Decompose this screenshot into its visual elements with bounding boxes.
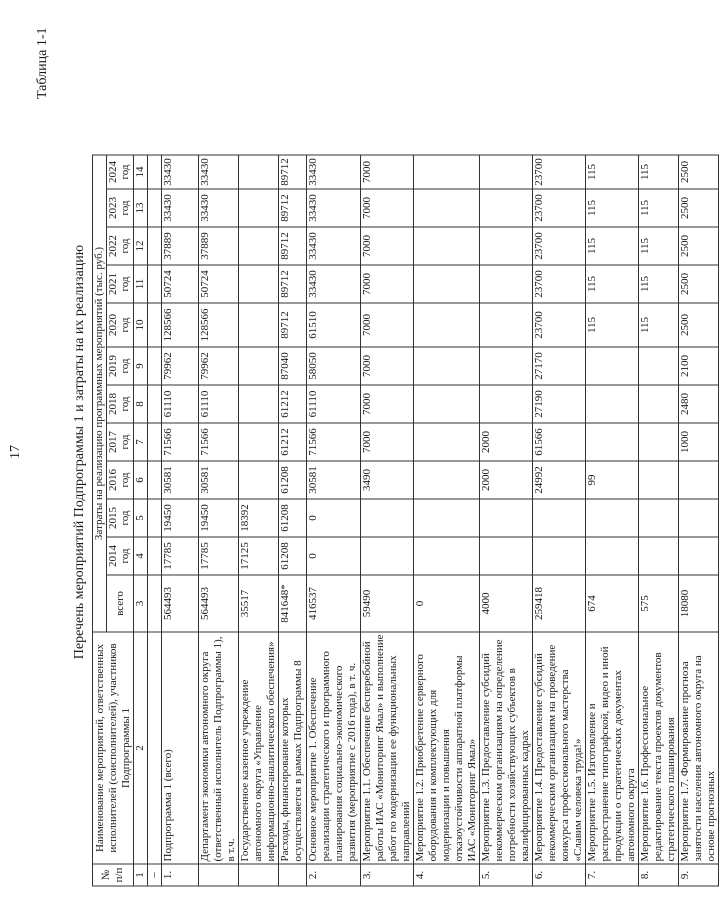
row-value: [148, 189, 162, 227]
row-value: [148, 265, 162, 303]
row-value: [639, 347, 679, 385]
table-row: [199, 155, 239, 886]
row-value: 416537: [307, 575, 361, 632]
row-value: [148, 461, 162, 499]
row-value: [148, 303, 162, 347]
row-value: 24992: [533, 461, 586, 499]
row-name: Подпрограмма 1 (всего): [162, 632, 199, 864]
row-value: [239, 227, 279, 265]
column-number: 10: [134, 303, 148, 347]
row-value: [639, 537, 679, 575]
row-value: 61212: [279, 423, 307, 461]
row-value: 33430: [162, 189, 199, 227]
row-value: [239, 303, 279, 347]
row-number: 6.: [533, 864, 586, 886]
column-number: 3: [134, 575, 148, 632]
row-value: 61510: [307, 303, 361, 347]
row-value: 23700: [533, 227, 586, 265]
row-number: [239, 864, 279, 886]
row-value: [148, 385, 162, 423]
row-value: 61566: [533, 423, 586, 461]
row-value: 27190: [533, 385, 586, 423]
row-value: 33430: [199, 189, 239, 227]
row-value: [414, 423, 480, 461]
row-value: [361, 499, 414, 537]
row-value: 2500: [679, 227, 719, 265]
row-value: [414, 303, 480, 347]
row-value: 7000: [361, 155, 414, 189]
column-number: 2: [134, 632, 148, 864]
row-value: 128566: [199, 303, 239, 347]
row-value: 115: [639, 189, 679, 227]
row-value: [639, 423, 679, 461]
row-value: 59490: [361, 575, 414, 632]
row-value: 115: [586, 265, 639, 303]
row-value: [639, 499, 679, 537]
row-value: 71566: [162, 423, 199, 461]
row-value: 7000: [361, 227, 414, 265]
row-value: 564493: [162, 575, 199, 632]
header-row: [93, 155, 107, 886]
header-year: 2017 год: [107, 423, 134, 461]
row-value: [239, 461, 279, 499]
row-value: 33430: [307, 155, 361, 189]
header-year: 2024 год: [107, 155, 134, 189]
row-value: 19450: [199, 499, 239, 537]
row-value: 19450: [162, 499, 199, 537]
row-name: Мероприятие 1.4. Предоставление субсидий некоммерческим организациям на проведение конкурса профессионального мастерства «Славим человека труда!»: [533, 632, 586, 864]
header-year: 2023 год: [107, 189, 134, 227]
row-name: Мероприятие 1.2. Приобретение серверного оборудования и комплектующих для модернизации и повышения отказоустойчивости аппаратной платформы ИАС «Мониторинг Ямал»: [414, 632, 480, 864]
table-row: [148, 155, 162, 886]
row-value: 58050: [307, 347, 361, 385]
row-value: [586, 385, 639, 423]
row-value: [480, 303, 533, 347]
row-value: 79962: [199, 347, 239, 385]
row-value: [586, 499, 639, 537]
row-value: 61110: [162, 385, 199, 423]
row-value: [414, 537, 480, 575]
row-value: 33430: [199, 155, 239, 189]
row-value: [414, 227, 480, 265]
row-name: Мероприятие 1.3. Предоставление субсидий некоммерческим организациям на определение потребности хозяйствующих субъектов в квалифицированных кадрах: [480, 632, 533, 864]
header-year: 2022 год: [107, 227, 134, 265]
row-value: [414, 499, 480, 537]
row-value: [148, 347, 162, 385]
row-name: Мероприятие 1.7. Формирование прогноза занятости населения автономного округа на основе прогнозных: [679, 632, 719, 864]
column-number: 5: [134, 499, 148, 537]
row-number: 2.: [307, 864, 361, 886]
row-value: 259418: [533, 575, 586, 632]
row-value: 17785: [199, 537, 239, 575]
row-value: 18080: [679, 575, 719, 632]
header-year: 2021 год: [107, 265, 134, 303]
row-value: [239, 347, 279, 385]
table-label: Таблица 1-1: [35, 27, 50, 100]
row-value: [480, 385, 533, 423]
row-value: 674: [586, 575, 639, 632]
row-value: 30581: [162, 461, 199, 499]
row-value: 71566: [199, 423, 239, 461]
row-value: 115: [639, 265, 679, 303]
row-value: [414, 189, 480, 227]
column-number: 13: [134, 189, 148, 227]
row-value: 128566: [162, 303, 199, 347]
header-year: 2019 год: [107, 347, 134, 385]
row-name: Департамент экономики автономного округа (ответственный исполнитель Подпрограммы 1), в т.ч.: [199, 632, 239, 864]
column-number: 1: [134, 864, 148, 886]
row-value: 23700: [533, 155, 586, 189]
row-value: 17125: [239, 537, 279, 575]
row-value: 7000: [361, 347, 414, 385]
row-value: [239, 423, 279, 461]
row-value: [480, 265, 533, 303]
row-value: 2480: [679, 385, 719, 423]
row-value: 30581: [307, 461, 361, 499]
table-row: [279, 155, 307, 886]
row-value: 7000: [361, 265, 414, 303]
column-number-row: [134, 155, 148, 886]
row-value: [414, 461, 480, 499]
row-value: 2500: [679, 155, 719, 189]
row-value: [480, 155, 533, 189]
row-value: [480, 537, 533, 575]
column-number: 7: [134, 423, 148, 461]
row-number: 4.: [414, 864, 480, 886]
row-value: 115: [586, 155, 639, 189]
row-name: Мероприятие 1.5. Изготовление и распространение типографской, видео и иной продукции о стратегических документах автономного округа: [586, 632, 639, 864]
column-number: 4: [134, 537, 148, 575]
header-year: 2020 год: [107, 303, 134, 347]
row-value: [414, 155, 480, 189]
row-value: [148, 227, 162, 265]
header-year: 2014 год: [107, 537, 134, 575]
row-value: [414, 265, 480, 303]
row-value: [361, 537, 414, 575]
row-value: [414, 347, 480, 385]
row-number: –: [148, 864, 162, 886]
row-value: 2000: [480, 461, 533, 499]
row-value: 37889: [162, 227, 199, 265]
row-name: Мероприятие 1.1. Обеспечение бесперебойной работы ИАС «Мониторинг Ямал» и выполнение работ по модернизации ее функциональных направлений: [361, 632, 414, 864]
row-value: [480, 227, 533, 265]
row-name: Расходы, финансирование которых осуществляется в рамках Подпрограммы 8: [279, 632, 307, 864]
row-value: 23700: [533, 189, 586, 227]
header-year: 2015 год: [107, 499, 134, 537]
row-value: 33430: [307, 227, 361, 265]
row-value: [239, 385, 279, 423]
row-value: 89712: [279, 303, 307, 347]
row-value: 99: [586, 461, 639, 499]
header-name: Наименование мероприятий, ответственных исполнителей (соисполнителей), участников Подпрограммы 1: [93, 632, 134, 864]
row-number: [279, 864, 307, 886]
row-value: [414, 385, 480, 423]
row-value: 61110: [307, 385, 361, 423]
row-value: [639, 385, 679, 423]
row-value: 115: [586, 227, 639, 265]
row-value: 115: [586, 189, 639, 227]
row-value: [480, 189, 533, 227]
row-value: 7000: [361, 385, 414, 423]
row-value: 35517: [239, 575, 279, 632]
row-value: [239, 155, 279, 189]
row-value: 33430: [307, 265, 361, 303]
row-value: 61208: [279, 461, 307, 499]
column-number: 14: [134, 155, 148, 189]
row-name: [148, 632, 162, 864]
column-number: 8: [134, 385, 148, 423]
row-value: 115: [586, 303, 639, 347]
row-value: 79962: [162, 347, 199, 385]
table-row: [480, 155, 533, 886]
table-row: [162, 155, 199, 886]
row-value: 3490: [361, 461, 414, 499]
row-value: 115: [639, 227, 679, 265]
table-row: [533, 155, 586, 886]
row-value: 0: [307, 537, 361, 575]
row-value: 115: [639, 155, 679, 189]
row-value: 71566: [307, 423, 361, 461]
row-value: [679, 461, 719, 499]
row-value: 61212: [279, 385, 307, 423]
row-value: [148, 499, 162, 537]
row-value: 30581: [199, 461, 239, 499]
header-num: № п/п: [93, 864, 134, 886]
header-year: 2018 год: [107, 385, 134, 423]
row-value: [586, 537, 639, 575]
table-row: [639, 155, 679, 886]
table-row: [586, 155, 639, 886]
row-name: Основное мероприятие 1. Обеспечение реализации стратегического и программного планирования социально-экономического развития (мероприятие с 2016 года), в т. ч.: [307, 632, 361, 864]
row-value: 841648*: [279, 575, 307, 632]
row-value: [480, 499, 533, 537]
row-number: 5.: [480, 864, 533, 886]
row-value: [533, 499, 586, 537]
row-value: 564493: [199, 575, 239, 632]
table-row: [361, 155, 414, 886]
row-number: [199, 864, 239, 886]
row-value: 23700: [533, 303, 586, 347]
row-value: [533, 537, 586, 575]
row-value: [148, 155, 162, 189]
row-number: 8.: [639, 864, 679, 886]
row-value: [148, 575, 162, 632]
row-value: [239, 265, 279, 303]
row-value: 89712: [279, 227, 307, 265]
row-value: 7000: [361, 423, 414, 461]
row-value: [586, 423, 639, 461]
row-value: 0: [414, 575, 480, 632]
row-value: 23700: [533, 265, 586, 303]
row-value: 50724: [162, 265, 199, 303]
row-number: 3.: [361, 864, 414, 886]
row-value: 7000: [361, 303, 414, 347]
row-value: [586, 347, 639, 385]
row-value: 33430: [162, 155, 199, 189]
row-value: 61208: [279, 537, 307, 575]
table-row: [307, 155, 361, 886]
row-value: 7000: [361, 189, 414, 227]
row-value: [679, 499, 719, 537]
row-value: [239, 189, 279, 227]
row-value: 2500: [679, 303, 719, 347]
row-value: 50724: [199, 265, 239, 303]
row-value: 2500: [679, 189, 719, 227]
header-total: всего: [107, 575, 134, 632]
table-row: [679, 155, 719, 886]
row-value: 0: [307, 499, 361, 537]
column-number: 9: [134, 347, 148, 385]
row-value: 2500: [679, 265, 719, 303]
row-number: 7.: [586, 864, 639, 886]
row-name: Государственное казенное учреждение автономного округа «Управление информационно-аналитического обеспечения»: [239, 632, 279, 864]
row-value: 115: [639, 303, 679, 347]
row-value: 61208: [279, 499, 307, 537]
header-costs: Затраты на реализацию программных мероприятий (тыс. руб.): [93, 155, 107, 632]
column-number: 6: [134, 461, 148, 499]
row-value: [148, 537, 162, 575]
row-value: 2000: [480, 423, 533, 461]
expenses-table: [92, 155, 719, 887]
column-number: 12: [134, 227, 148, 265]
row-value: 2100: [679, 347, 719, 385]
column-number: 11: [134, 265, 148, 303]
row-value: 27170: [533, 347, 586, 385]
row-value: 33430: [307, 189, 361, 227]
row-value: 89712: [279, 155, 307, 189]
row-value: [148, 423, 162, 461]
row-value: 89712: [279, 189, 307, 227]
row-value: [480, 347, 533, 385]
document-title: Перечень мероприятий Подпрограммы 1 и затраты на их реализацию: [72, 244, 87, 660]
row-value: 17785: [162, 537, 199, 575]
row-value: 18392: [239, 499, 279, 537]
row-name: Мероприятие 1.6. Профессиональное редактирование текста проектов документов стратегического планирования: [639, 632, 679, 864]
page-number: 17: [8, 445, 23, 459]
row-value: 37889: [199, 227, 239, 265]
header-year: 2016 год: [107, 461, 134, 499]
row-value: [679, 537, 719, 575]
table-row: [414, 155, 480, 886]
row-value: 575: [639, 575, 679, 632]
row-value: 61110: [199, 385, 239, 423]
row-number: 9.: [679, 864, 719, 886]
row-value: [639, 461, 679, 499]
table-row: [239, 155, 279, 886]
row-value: 4000: [480, 575, 533, 632]
row-value: 1000: [679, 423, 719, 461]
row-value: 89712: [279, 265, 307, 303]
row-number: 1.: [162, 864, 199, 886]
row-value: 87040: [279, 347, 307, 385]
